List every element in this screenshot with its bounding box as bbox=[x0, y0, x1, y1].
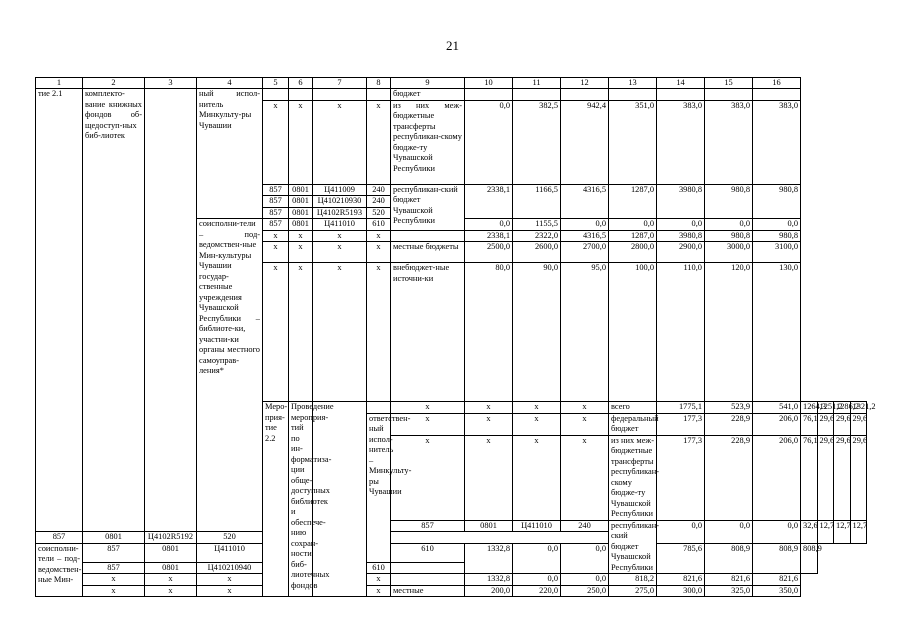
column-header: 1 bbox=[36, 78, 83, 89]
column-header: 14 bbox=[657, 78, 705, 89]
budget-code-cell: x bbox=[313, 230, 367, 242]
amount-cell: 76,1 bbox=[801, 435, 818, 520]
amount-cell: 1166,5 bbox=[513, 184, 561, 219]
amount-cell: 0,0 bbox=[465, 219, 513, 231]
column-header: 11 bbox=[513, 78, 561, 89]
budget-code-cell: 0801 bbox=[465, 520, 513, 532]
budget-code-cell: x bbox=[391, 402, 465, 414]
budget-code-cell: x bbox=[465, 402, 513, 414]
column-header: 5 bbox=[263, 78, 289, 89]
co-executors: соисполни-тели – под-ведомствен-ные Мин-культуры Чувашии государ-ственные учреждения Чувашской Республики – библиоте-ки, участни-ки органы местного самоуправ-ления* bbox=[197, 219, 263, 532]
budget-code-cell: x bbox=[145, 574, 197, 586]
amount-cell: 0,0 bbox=[561, 574, 609, 586]
budget-code-cell: 520 bbox=[197, 532, 263, 544]
measure-title: комплекто-вание книжных фондов об-щедоступ-ных биб-лиотек bbox=[83, 89, 145, 532]
page-number: 21 bbox=[446, 38, 459, 53]
budget-code-cell: x bbox=[367, 242, 391, 263]
column-header: 13 bbox=[609, 78, 657, 89]
amount-cell: 130,0 bbox=[753, 263, 801, 402]
budget-code-cell: Ц411009 bbox=[313, 184, 367, 196]
amount-cell: 177,3 bbox=[657, 435, 705, 520]
budget-code-cell: x bbox=[367, 574, 391, 586]
amount-cell: 0,0 bbox=[465, 100, 513, 184]
amount-cell: 12,7 bbox=[850, 520, 867, 543]
budget-code-cell: 610 bbox=[391, 543, 465, 562]
budget-code-cell: 857 bbox=[263, 196, 289, 208]
amount-cell: 980,8 bbox=[705, 184, 753, 219]
amount-cell: 177,3 bbox=[657, 413, 705, 435]
budget-code-cell: x bbox=[465, 413, 513, 435]
funding-source: бюджет bbox=[391, 89, 465, 101]
amount-cell: 2900,0 bbox=[657, 242, 705, 263]
budget-code-cell: Ц410210930 bbox=[313, 196, 367, 208]
budget-code-cell: x bbox=[263, 242, 289, 263]
budget-code-cell: x bbox=[263, 100, 289, 184]
measure-number: тие 2.1 bbox=[36, 89, 83, 532]
amount-cell: 523,9 bbox=[705, 402, 753, 414]
budget-code-cell: x bbox=[197, 585, 263, 597]
amount-cell: 980,8 bbox=[753, 184, 801, 219]
co-executors: соисполни-тели – под-ведомствен-ные Мин- bbox=[36, 543, 83, 597]
budget-code-cell: x bbox=[313, 242, 367, 263]
budget-code-cell: 857 bbox=[83, 543, 145, 562]
amount-cell: 32,6 bbox=[801, 520, 818, 543]
budget-code-cell: 857 bbox=[391, 520, 465, 532]
table-row bbox=[36, 585, 867, 597]
budget-code-cell: Ц411010 bbox=[313, 219, 367, 231]
amount-cell: 821,6 bbox=[753, 574, 801, 586]
responsible-executor: ный испол-нитель Минкульту-ры Чувашии bbox=[197, 89, 263, 219]
budget-code-cell: x bbox=[289, 242, 313, 263]
amount-cell: 220,0 bbox=[513, 585, 561, 597]
budget-code-cell: 610 bbox=[367, 562, 391, 574]
amount-cell: 29,6 bbox=[817, 413, 834, 435]
amount-cell: 1155,5 bbox=[513, 219, 561, 231]
amount-cell: 29,6 bbox=[850, 435, 867, 520]
amount-cell: 808,9 bbox=[705, 543, 753, 574]
budget-code-cell: x bbox=[513, 413, 561, 435]
budget-code-cell: 240 bbox=[367, 196, 391, 208]
amount-cell: 0,0 bbox=[513, 543, 561, 574]
amount-cell: 942,4 bbox=[561, 100, 609, 184]
budget-code-cell: 857 bbox=[263, 207, 289, 219]
amount-cell: 1286,2 bbox=[834, 402, 851, 414]
budget-code-cell: 240 bbox=[561, 520, 609, 532]
amount-cell: 808,9 bbox=[753, 543, 801, 574]
funding-source: местные bbox=[391, 585, 465, 597]
budget-code-cell: x bbox=[197, 574, 263, 586]
amount-cell: 3980,8 bbox=[657, 230, 705, 242]
budget-code-cell: 857 bbox=[263, 184, 289, 196]
amount-cell: 0,0 bbox=[609, 219, 657, 231]
amount-cell: 1287,0 bbox=[609, 230, 657, 242]
funding-source: внебюджет-ные источни-ки bbox=[391, 263, 465, 402]
empty-cell bbox=[145, 89, 197, 532]
amount-cell: 2700,0 bbox=[561, 242, 609, 263]
budget-code-cell: x bbox=[313, 263, 367, 402]
amount-cell: 2322,0 bbox=[513, 230, 561, 242]
header-row bbox=[36, 78, 867, 89]
budget-code-cell: 0801 bbox=[145, 562, 197, 574]
budget-code-cell: 610 bbox=[367, 219, 391, 231]
budget-code-cell: 520 bbox=[367, 207, 391, 219]
amount-cell: 1251,2 bbox=[817, 402, 834, 414]
budget-code-cell: x bbox=[263, 263, 289, 402]
amount-cell: 100,0 bbox=[609, 263, 657, 402]
amount-cell: 29,6 bbox=[850, 413, 867, 435]
budget-code-cell: 857 bbox=[83, 562, 145, 574]
amount-cell: 80,0 bbox=[465, 263, 513, 402]
amount-cell: 228,9 bbox=[705, 435, 753, 520]
budget-code-cell: x bbox=[367, 230, 391, 242]
budget-code-cell: x bbox=[289, 100, 313, 184]
amount-cell: 300,0 bbox=[657, 585, 705, 597]
column-header: 3 bbox=[145, 78, 197, 89]
amount-cell: 1264,3 bbox=[801, 402, 818, 414]
budget-code-cell: 240 bbox=[367, 184, 391, 196]
amount-cell: 1775,1 bbox=[657, 402, 705, 414]
budget-code-cell: x bbox=[289, 230, 313, 242]
amount-cell: 0,0 bbox=[513, 574, 561, 586]
amount-cell: 0,0 bbox=[561, 219, 609, 231]
amount-cell: 76,1 bbox=[801, 413, 818, 435]
budget-code-cell: x bbox=[367, 585, 391, 597]
budget-code-cell: x bbox=[513, 435, 561, 520]
amount-cell: 808,9 bbox=[801, 543, 818, 574]
amount-cell: 3100,0 bbox=[753, 242, 801, 263]
amount-cell: 29,6 bbox=[834, 413, 851, 435]
column-header: 12 bbox=[561, 78, 609, 89]
budget-code-cell: 0801 bbox=[145, 543, 197, 562]
amount-cell: 12,7 bbox=[834, 520, 851, 543]
amount-cell: 4316,5 bbox=[561, 184, 609, 219]
funding-source: из них меж-бюджетные трансферты республикан-скому бюдже-ту Чувашской Республики bbox=[391, 100, 465, 184]
budget-code-cell: 0801 bbox=[289, 219, 313, 231]
funding-source: республикан-ский бюджет Чувашской Республики bbox=[391, 184, 465, 230]
budget-code-cell: 0801 bbox=[83, 532, 145, 544]
budget-code-cell: x bbox=[561, 435, 609, 520]
amount-cell: 0,0 bbox=[657, 219, 705, 231]
budget-code-cell: Ц4102R5192 bbox=[145, 532, 197, 544]
measure-title: Проведение мероприя-тий по ин-форматиза-ции обще-доступных библиотек и обеспече-нию сохран-ности биб-лиотечных фондов bbox=[289, 402, 313, 597]
amount-cell: 3000,0 bbox=[705, 242, 753, 263]
amount-cell: 1287,0 bbox=[609, 184, 657, 219]
amount-cell: 1332,8 bbox=[465, 574, 513, 586]
column-header: 15 bbox=[705, 78, 753, 89]
column-header: 2 bbox=[83, 78, 145, 89]
amount-cell: 383,0 bbox=[753, 100, 801, 184]
amount-cell: 29,6 bbox=[817, 435, 834, 520]
budget-code-cell: Ц411010 bbox=[513, 520, 561, 532]
amount-cell: 2338,1 bbox=[465, 230, 513, 242]
budget-code-cell: x bbox=[83, 585, 145, 597]
responsible-executor: ответствен-ный испол-нитель – Минкульту-ры Чувашии bbox=[367, 413, 391, 562]
budget-code-cell: 857 bbox=[36, 532, 83, 544]
budget-code-cell: x bbox=[367, 100, 391, 184]
table-row bbox=[36, 574, 867, 586]
column-header: 6 bbox=[289, 78, 313, 89]
column-header: 10 bbox=[465, 78, 513, 89]
amount-cell: 350,0 bbox=[753, 585, 801, 597]
budget-code-cell: x bbox=[465, 435, 513, 520]
amount-cell: 0,0 bbox=[753, 520, 801, 543]
budget-code-cell: 0801 bbox=[289, 207, 313, 219]
column-header: 9 bbox=[391, 78, 465, 89]
funding-source: всего bbox=[609, 402, 657, 414]
amount-cell: 821,6 bbox=[705, 574, 753, 586]
amount-cell: 382,5 bbox=[513, 100, 561, 184]
amount-cell: 120,0 bbox=[705, 263, 753, 402]
budget-code-cell: x bbox=[313, 100, 367, 184]
column-header: 4 bbox=[197, 78, 263, 89]
budget-code-cell: x bbox=[513, 402, 561, 414]
amount-cell: 29,6 bbox=[834, 435, 851, 520]
amount-cell: 0,0 bbox=[705, 219, 753, 231]
amount-cell: 2500,0 bbox=[465, 242, 513, 263]
column-header: 8 bbox=[367, 78, 391, 89]
amount-cell: 275,0 bbox=[609, 585, 657, 597]
table-row bbox=[36, 89, 867, 101]
amount-cell: 351,0 bbox=[609, 100, 657, 184]
amount-cell: 206,0 bbox=[753, 413, 801, 435]
budget-code-cell: 0801 bbox=[289, 196, 313, 208]
budget-code-cell: Ц411010 bbox=[197, 543, 263, 562]
budget-code-cell: 0801 bbox=[289, 184, 313, 196]
amount-cell: 0,0 bbox=[753, 219, 801, 231]
amount-cell: 95,0 bbox=[561, 263, 609, 402]
measure-number: Меро-прия-тие 2.2 bbox=[263, 402, 289, 597]
amount-cell: 2338,1 bbox=[465, 184, 513, 219]
amount-cell: 2800,0 bbox=[609, 242, 657, 263]
budget-code-cell: Ц4102R5193 bbox=[313, 207, 367, 219]
amount-cell: 1332,8 bbox=[465, 543, 513, 574]
amount-cell: 4316,5 bbox=[561, 230, 609, 242]
funding-source: из них меж-бюджетные трансферты республикан-скому бюдже-ту Чувашской Республики bbox=[609, 435, 657, 520]
amount-cell: 0,0 bbox=[561, 543, 609, 574]
amount-cell: 541,0 bbox=[753, 402, 801, 414]
amount-cell: 383,0 bbox=[705, 100, 753, 184]
amount-cell: 12,7 bbox=[817, 520, 834, 543]
budget-code-cell: x bbox=[263, 230, 289, 242]
budget-code-cell: x bbox=[83, 574, 145, 586]
funding-source: республикан-ский бюджет Чувашской Республики bbox=[609, 520, 657, 574]
funding-source: местные бюджеты bbox=[391, 242, 465, 263]
amount-cell: 0,0 bbox=[657, 520, 705, 543]
amount-cell: 980,8 bbox=[753, 230, 801, 242]
amount-cell: 980,8 bbox=[705, 230, 753, 242]
column-header: 7 bbox=[313, 78, 367, 89]
budget-code-cell: x bbox=[367, 263, 391, 402]
budget-table bbox=[35, 77, 876, 597]
budget-code-cell: x bbox=[561, 402, 609, 414]
amount-cell: 2600,0 bbox=[513, 242, 561, 263]
amount-cell: 383,0 bbox=[657, 100, 705, 184]
amount-cell: 821,6 bbox=[657, 574, 705, 586]
amount-cell: 785,6 bbox=[657, 543, 705, 574]
amount-cell: 90,0 bbox=[513, 263, 561, 402]
table-row bbox=[36, 543, 867, 562]
amount-cell: 3980,8 bbox=[657, 184, 705, 219]
amount-cell: 1321,2 bbox=[850, 402, 867, 414]
budget-code-cell: x bbox=[145, 585, 197, 597]
funding-source: федеральный бюджет bbox=[609, 413, 657, 435]
budget-code-cell: x bbox=[561, 413, 609, 435]
budget-code-cell: Ц410210940 bbox=[197, 562, 263, 574]
budget-code-cell: x bbox=[289, 263, 313, 402]
budget-code-cell: x bbox=[391, 435, 465, 520]
budget-code-cell: x bbox=[391, 413, 465, 435]
amount-cell: 250,0 bbox=[561, 585, 609, 597]
amount-cell: 325,0 bbox=[705, 585, 753, 597]
amount-cell: 206,0 bbox=[753, 435, 801, 520]
amount-cell: 200,0 bbox=[465, 585, 513, 597]
amount-cell: 0,0 bbox=[705, 520, 753, 543]
amount-cell: 110,0 bbox=[657, 263, 705, 402]
amount-cell: 818,2 bbox=[609, 574, 657, 586]
budget-code-cell: 857 bbox=[263, 219, 289, 231]
column-header: 16 bbox=[753, 78, 801, 89]
amount-cell: 228,9 bbox=[705, 413, 753, 435]
